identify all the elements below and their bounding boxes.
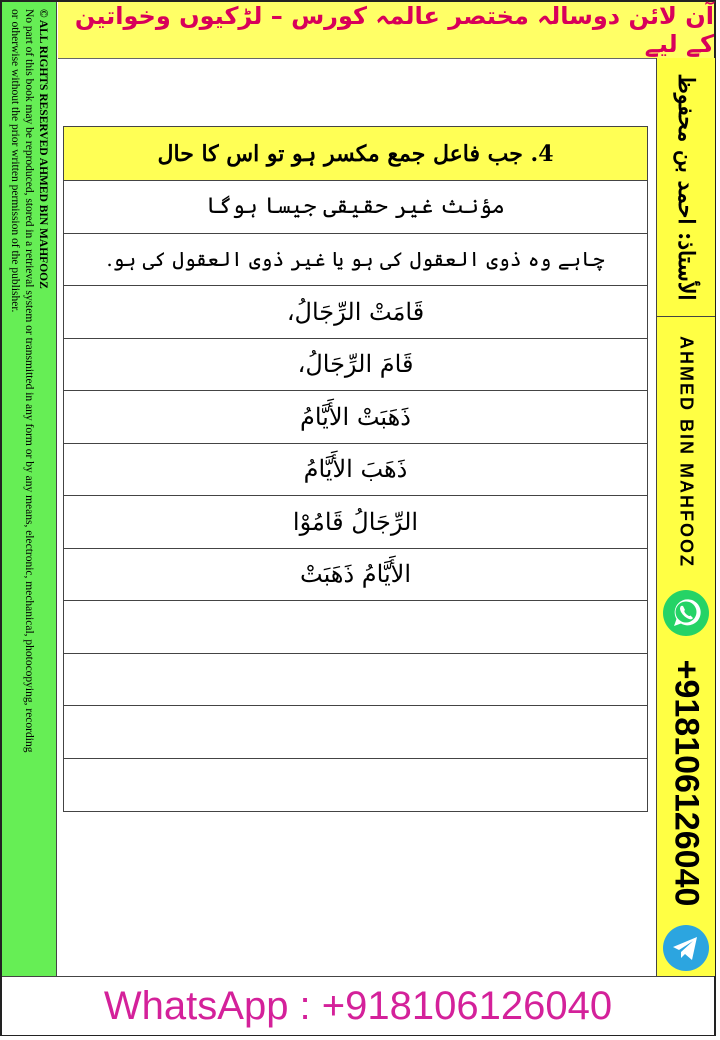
phone-block xyxy=(657,638,715,928)
example-row xyxy=(64,339,647,392)
example-text: ذَهَبَ الأَيَّامُ xyxy=(303,455,408,484)
whatsapp-footer xyxy=(2,976,714,1035)
teacher-name-en: AHMED BIN MAHFOOZ xyxy=(676,336,697,568)
copyright-line-1: © ALL RIGHTS RESERVED AHMED BIN MAHFOOZ xyxy=(37,9,49,289)
whatsapp-icon[interactable] xyxy=(662,589,710,637)
lesson-table xyxy=(63,126,648,812)
teacher-name-block xyxy=(657,58,715,317)
empty-row xyxy=(64,706,647,759)
teacher-sidebar xyxy=(656,58,715,976)
example-row xyxy=(64,496,647,549)
note-row xyxy=(64,234,647,287)
example-row xyxy=(64,391,647,444)
example-row xyxy=(64,444,647,497)
lesson-title-row xyxy=(64,127,647,181)
example-text: الرِّجَالُ قَامُوْا xyxy=(292,507,419,536)
rule-row xyxy=(64,181,647,234)
copyright-strip xyxy=(2,2,57,976)
course-title: آن لائن دوسالہ مختصر عالمہ کورس – لڑکیوں وخواتین کے لیے xyxy=(74,2,714,58)
empty-row xyxy=(64,759,647,812)
teacher-label: الأستاذ: احمد بن محفوظ xyxy=(673,73,699,301)
phone-number: +918106126040 xyxy=(667,659,706,907)
telegram-icon[interactable] xyxy=(662,924,710,972)
copyright-line-2: No part of this book may be reproduced, stored in a retrieval system or transmitted in any form or by any means, electronic, mechanical, photocopying, recording xyxy=(23,9,35,753)
example-text: ذَهَبَتْ الأَيَّامُ xyxy=(300,402,411,431)
whatsapp-footer-text[interactable]: WhatsApp : +918106126040 xyxy=(103,983,613,1028)
lesson-title: 4. جب فاعل جمع مکسر ہو تو اس کا حال xyxy=(157,140,554,167)
example-row xyxy=(64,549,647,602)
teacher-name-en-block xyxy=(657,316,715,588)
course-title-banner xyxy=(58,2,714,59)
example-text: قَامَ الرِّجَالُ، xyxy=(297,350,414,379)
copyright-line-3: or otherwise without the prior written permission of the publisher. xyxy=(9,9,21,313)
example-text: الأَيَّامُ ذَهَبَتْ xyxy=(300,560,411,589)
note-text: چاہے وہ ذوی العقول کی ہو یا غیر ذوی العقول کی ہو. xyxy=(106,247,605,272)
empty-row xyxy=(64,601,647,654)
example-text: قَامَتْ الرِّجَالُ، xyxy=(286,297,425,326)
rule-text: مؤنث غیر حقیقی جیسا ہوگا xyxy=(206,194,505,220)
example-row xyxy=(64,286,647,339)
empty-row xyxy=(64,654,647,707)
